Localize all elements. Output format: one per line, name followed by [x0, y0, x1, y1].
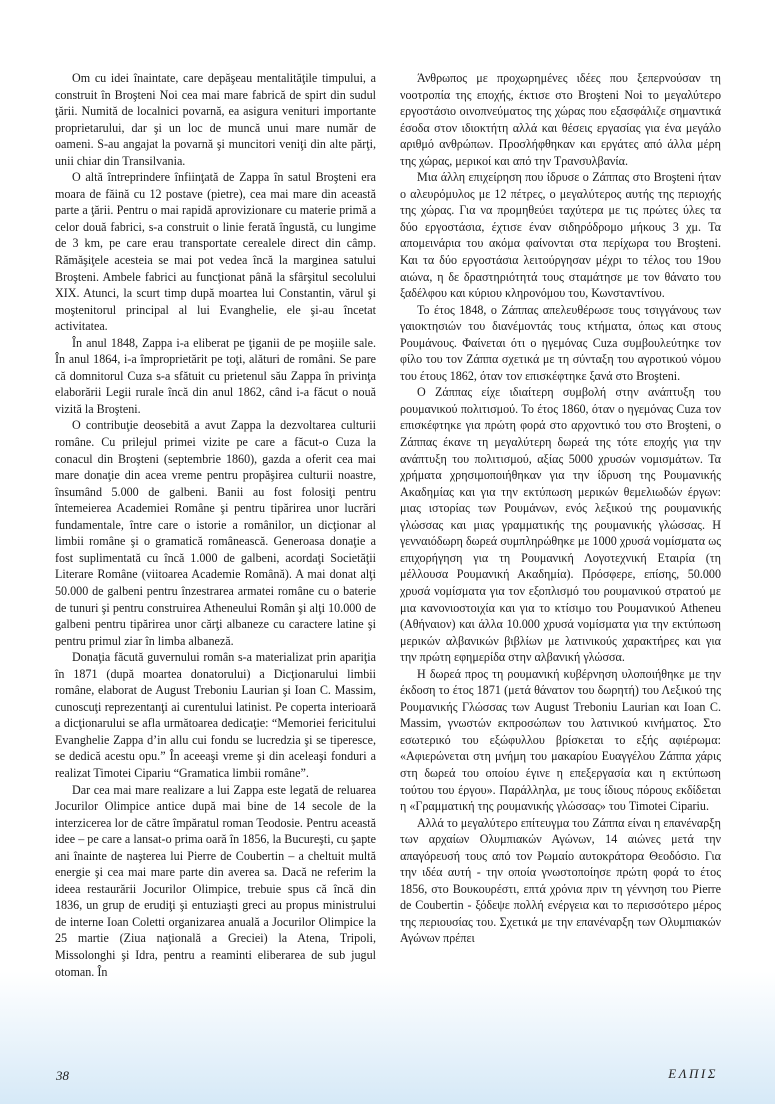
paragraph: Μια άλλη επιχείρηση που ίδρυσε ο Ζάππας στο Broşteni ήταν ο αλευρόμυλος με 12 πέτρες, ο μεγαλύτερος αυτής της περιοχής της χώρας. Για να προμηθεύει ταχύτερα με τις πρώτες ύλες τα δύο εργοστάσια, έχτισε έναν σιδηρόδρομο μήκους 3 χμ. Τα απομεινάρια του ακόμα φαίνονται στα περίχωρα του Broşteni. Και τα δύο εργοστάσια λειτούργησαν μέχρι το τέλος του 19ου αιώνα, η δε δραστηριότητά τους σταμάτησε με τον θάνατο του ξαδέλφου και κύριου κληρονόμου του, Κωνσταντίνου.	[400, 170, 721, 301]
romanian-text-column	[55, 70, 376, 980]
page-number: 38	[56, 1068, 69, 1083]
paragraph: Άνθρωπος με προχωρημένες ιδέες που ξεπερνούσαν τη νοοτροπία της εποχής, έκτισε στο Broşteni Noi το μεγαλύτερο εργοστάσιο οινοπνεύματος της χώρας που εξασφάλιζε σημαντικά έσοδα στον ιδιοκτήτη αλλά και θέσεις εργασίας για ένα μεγάλο αριθμό ανθρώπων. Προσλήφθηκαν και εργάτες από άλλα μέρη της χώρας, μερικοί και από την Τρανσυλβανία.	[400, 71, 721, 168]
paragraph: În anul 1848, Zappa i-a eliberat pe ţiganii de pe moşiile sale. În anul 1864, i-a împroprietărit pe toţi, alături de români. Se pare că domnitorul Cuza s-a sfătuit cu prietenul său Zappa în privinţa elaborării Legii rurale încă din anul 1862, când i-a făcut o nouă vizită la Broşteni.	[55, 335, 376, 416]
paragraph: Donaţia făcută guvernului român s-a materializat prin apariţia în 1871 (după moartea donatorului) a Dicţionarului limbii române, elaborat de August Treboniu Laurian şi Ioan C. Massim, cunoscuţi reprezentanţi ai curentului latinist. Pe coperta interioară a dicţionarului se afla următoarea dedicaţie: “Memoriei fericitului Evanghelie Zappa d’in allu cui fondu se lucredzia şi se tiperesce, se dedică acestu opu.” În aceeaşi vreme şi din aceleaşi fonduri a realizat Timotei Cipariu “Gramatica limbii române”.	[55, 650, 376, 780]
paragraph: Αλλά το μεγαλύτερο επίτευγμα του Ζάππα είναι η επανέναρξη των αρχαίων Ολυμπιακών Αγώνων, 14 αιώνες μετά την απαγόρευσή τους από τον Ρωμαίο αυτοκράτορα Θεοδόσιο. Για την ιδέα αυτή - την οποία γνωστοποίησε πρώτη φορά το έτος 1856, στο Βουκουρέστι, επτά χρόνια πριν τη γέννηση του Pierre de Coubertin - ξόδεψε πολλή ενέργεια και το περισσότερο μέρος της περιουσίας του. Σχετικά με την επανέναρξη των Ολυμπιακών Αγώνων πρέπει	[400, 815, 721, 946]
publication-title: ΕΛΠΙΣ	[668, 1066, 718, 1081]
paragraph: O contribuţie deosebită a avut Zappa la dezvoltarea culturii române. Cu prilejul primei vizite pe care a făcut-o Cuza la conacul din Broşteni (septembrie 1860), gazda a oferit cea mai mare donaţie din acea vreme pentru propăşirea culturii noastre, însumând 5.000 de galbeni. Banii au fost folosiţi pentru întemeierea Academiei Române şi pentru tipărirea unor lucrări fundamentale, între care o istorie a românilor, un dicţionar al limbii române şi o gramatică românească. Generoasa donaţie a fost suplimentată cu încă 1.000 de galbeni, acordaţi Societăţii Literare Române (viitoarea Academie Română). A mai donat alţi 50.000 de galbeni pentru înzestrarea armatei române cu o baterie de tunuri şi pentru construirea Atheneului Român şi alţi 10.000 de galbeni pentru tipărirea unor cărţi albaneze cu caractere latine şi pentru primul ziar în limba albaneză.	[55, 418, 376, 648]
paragraph: Το έτος 1848, ο Ζάππας απελευθέρωσε τους τσιγγάνους των γαιοκτησιών του διανέμοντάς τους κτήματα, όπως και στους Ρουμάνους. Φαίνεται ότι ο ηγεμόνας Cuza συμβουλεύτηκε τον φίλο του τον Ζάππα σχετικά με τη σύνταξη του αγροτικού νόμου του έτους 1862, όταν τον επισκέφτηκε ξανά στο Broşteni.	[400, 302, 721, 383]
paragraph: Η δωρεά προς τη ρουμανική κυβέρνηση υλοποιήθηκε με την έκδοση το έτος 1871 (μετά θάνατον του δωρητή) του Λεξικού της Ρουμανικής Γλώσσας των August Treboniu Laurian και Ioan C. Massim, γνωστών εκπροσώπων του λατινικού κινήματος. Στο εσωτερικό του εξώφυλλου βρίσκεται το εξής αφιέρωμα: «Αφιερώνεται στη μνήμη του μακαρίου Ευαγγέλου Ζάππα χάρις στη δωρεά του οποίου έγινε η επεξεργασία και η εκτύπωση τούτου του έργου». Παράλληλα, με τους ίδιους πόρους εκδίδεται η «Γραμματική της ρουμανικής γλώσσας» του Timotei Cipariu.	[400, 666, 721, 814]
paragraph: Dar cea mai mare realizare a lui Zappa este legată de reluarea Jocurilor Olimpice antice după mai bine de 14 secole de la interzicerea lor de către împăratul roman Teodosie. Pentru această idee – pe care a lansat-o prima oară în 1856, la Bucureşti, cu şapte ani înainte de naşterea lui Pierre de Coubertin – a cheltuit multă energie şi cea mai mare parte din averea sa. Dacă ne referim la ideea restaurării Jocurilor Olimpice, trebuie spus că încă din 1836, un grup de erudiţi şi entuziaşti greci au propus ministrului de interne Ioan Coletti organizarea anuală a Jocurilor Olimpice la 25 martie (Ziua naţională a Greciei) la Atena, Tripoli, Missolonghi şi Idra, pentru a reaminti eliberarea de sub jugul otoman. În	[55, 782, 376, 979]
paragraph: Om cu idei înaintate, care depăşeau mentalităţile timpului, a construit în Broşteni Noi cea mai mare fabrică de spirt din sudul ţării. Numită de localnici povarnă, ea asigura venituri importante proprietarului, dar şi un loc de muncă unui mare număr de oameni. S-au angajat la povarnă şi muncitori veniţi din alte părţi, unii chiar din Transilvania.	[55, 71, 376, 168]
paragraph: O altă întreprindere înfiinţată de Zappa în satul Broşteni era moara de făină cu 12 postave (pietre), cea mai mare din această parte a ţării. Pentru o mai rapidă aprovizionare cu materie primă a celor două fabrici, s-a construit o linie ferată îngustă, cu lungime de 3 km, pe care erau transportate cerealele direct din câmp. Rămăşiţele acesteia se mai pot vedea încă la marginea satului Broşteni. Ambele fabrici au funcţionat până la sfârşitul secolului XIX. Atunci, la scurt timp după moartea lui Constantin, vărul şi moştenitorul principal al lui Evanghelie, ele şi-au încetat activitatea.	[55, 170, 376, 334]
greek-text-column	[400, 70, 721, 947]
paragraph: Ο Ζάππας είχε ιδιαίτερη συμβολή στην ανάπτυξη του ρουμανικού πολιτισμού. Το έτος 1860, όταν ο ηγεμόνας Cuza τον επισκέφτηκε για πρώτη φορά στο αρχοντικό του στο Broşteni, ο Ζάππας έκανε τη μεγαλύτερη δωρεά της τότε εποχής για την ανάπτυξη του πολιτισμού, αξίας 5000 χρυσών νομισμάτων. Τα χρήματα χρησιμοποιήθηκαν για την ίδρυση της Ρουμανικής Ακαδημίας και για την εκτύπωση μερικών θεμελιωδών έργων: μιας ιστορίας των Ρουμάνων, ενός λεξικού της ρουμανικής γλώσσας και μιας γραμματικής της ρουμανικής γλώσσας. Η γενναιόδωρη δωρεά συμπληρώθηκε με 1000 χρυσά νομίσματα ως επιχορήγηση για τη Ρουμανική Λογοτεχνική Εταιρία (τη μέλλουσα Ρουμανική Ακαδημία). Πρόσφερε, επίσης, 50.000 χρυσά νομίσματα για τον εξοπλισμό του ρουμανικού στρατού με μια κανονιοστοιχία και για το κτίσιμο του Ρουμανικού Atheneu (Αθήναιον) και άλλα 10.000 χρυσά νομίσματα για την εκτύπωση μερικών αλβανικών βιβλίων με λατινικούς χαρακτήρες και για την πρώτη εφημερίδα στην αλβανική γλώσσα.	[400, 385, 721, 665]
